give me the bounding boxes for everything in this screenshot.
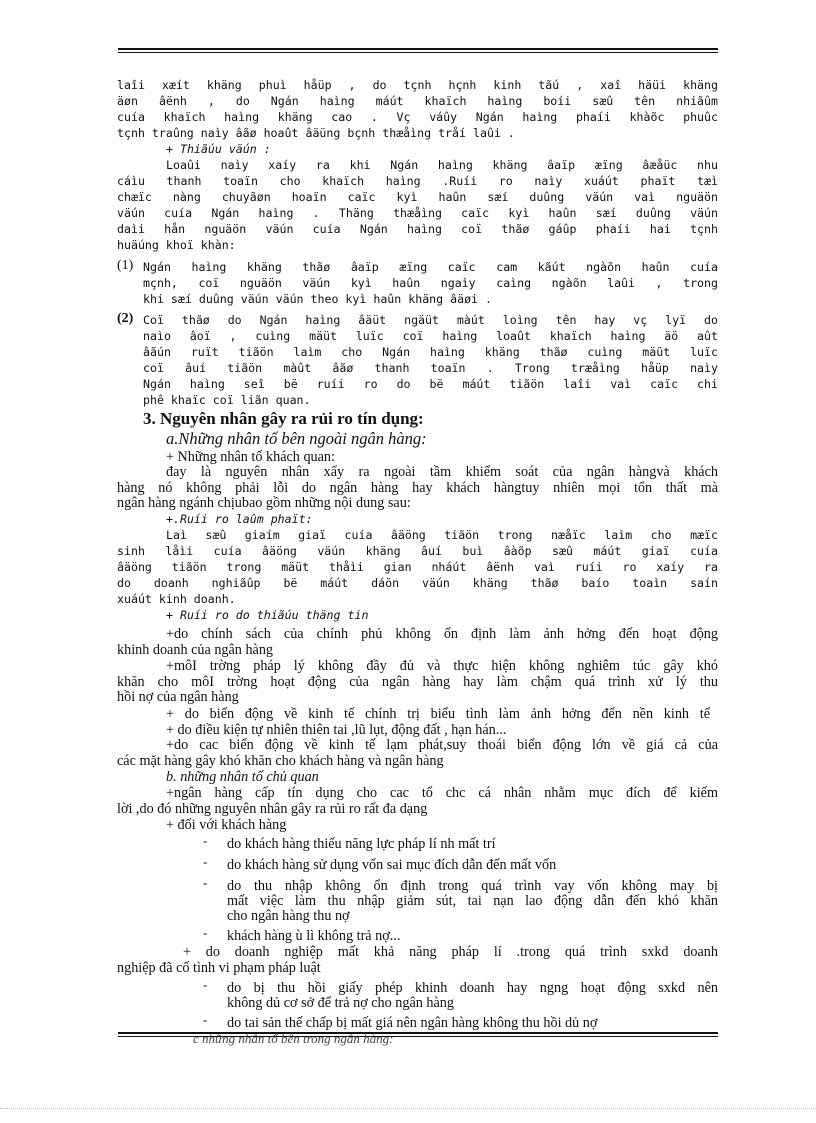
text-line: cáìu thanh toaïn cho khaïch haìng .Ruíi ro naìy xuáút phaït tæì [117, 174, 718, 188]
text-line: Laì sæû giaím giaï cuía âäöng tiãön trong næåïc laìm cho mæïc [166, 528, 718, 542]
text-line: + Những nhân tố khách quan: [166, 449, 335, 465]
list-item: Coï thãø do Ngán haìng âäüt ngäüt màút loìng tên hay vç lyï do [143, 313, 718, 327]
text-line: tçnh traûng naìy âãø hoaût âäüng bçnh thæåìng tråí laûi . [117, 126, 515, 140]
text-line: ngân hàng ngánh chịubao gồm những nội dung sau: [117, 495, 411, 511]
text-line: + do biến động về kinh tế chính trị biểu tình làm ảnh hởng đến nền kinh tế [166, 706, 710, 722]
bullet-dash: - [203, 1012, 208, 1027]
header-rule-thin [118, 52, 718, 53]
subheading: + Thiãúu väún : [166, 142, 271, 156]
text-line: + do điều kiện tự nhiên thiên tai ,lũ lụt, động đất , hạn hán... [166, 722, 507, 738]
text-line: xuáút kinh doanh. [117, 592, 236, 606]
section-heading: 3. Nguyên nhân gây ra rủi ro tín dụng: [143, 409, 424, 428]
list-number: (2) [117, 311, 134, 326]
text-line: + đối với khách hàng [166, 817, 287, 833]
subheading: +.Ruíi ro laûm phaït: [166, 512, 313, 526]
bullet-item: khách hàng ù lì không trả nợ... [227, 928, 401, 944]
subsection-heading: a.Những nhân tố bên ngoài ngân hàng: [166, 429, 427, 448]
text-line: cuía khaïch haìng khäng cao . Vç váûy Ngán haìng phaíi khàõc phuûc [117, 110, 718, 124]
bullet-dash: - [203, 875, 208, 890]
text-line: các mặt hàng gây khó khăn cho khách hàng và ngân hàng [117, 753, 444, 769]
text-line: đay là nguyên nhân xẩy ra ngoài tầm khiểm soát của ngân hàngvà khách [166, 464, 718, 480]
page-edge [0, 1108, 816, 1109]
text-line: + do doanh nghiệp mất khả năng pháp lí .trong quá trình sxkd doanh [183, 944, 718, 960]
bullet-item: mất việc làm thu nhập giảm sút, tai nạn lao động dẫn đến khó khăn [227, 893, 718, 909]
text-line: huäúng khoï khàn: [117, 238, 236, 252]
text-line: väún cuía Ngán haìng . Thäng thæåìng caïc kyì haûn sæí duûng väún [117, 206, 718, 220]
list-item: khi sæí duûng väún väún theo kyì haûn khäng âäøi . [143, 292, 493, 306]
text-line: hồi nợ của ngân hàng [117, 689, 239, 705]
text-line: khăn cho môI trờng hoạt động của ngân hàng hay làm chậm quá trình xử lý thu [117, 674, 718, 690]
text-line: laîi xæít khäng phuì håüp , do tçnh hçnh kinh tãú , xaî häüi khäng [117, 78, 718, 92]
text-line: chæïc nàng chuyãøn hoaïn caïc kyì haûn sæí duûng väún vaì nguäön [117, 190, 718, 204]
bullet-item: do khách hàng sử dụng vốn sai mục đích dẫn đến mất vốn [227, 857, 557, 873]
list-item: coï âuí tiãön màût âãø thanh toaïn . Trong træåìng håüp naìy [143, 361, 718, 375]
bullet-dash: - [203, 833, 208, 848]
text-line: âäöng tiãön trong mäüt thåìi gian nháút âënh vaì ruíi ro xaíy ra [117, 560, 718, 574]
bullet-item: do thu nhập không ổn định trong quá trình vay vốn không may bị [227, 878, 718, 894]
text-line: lời ,do đó những nguyên nhân gây ra rủi ro rất đa dạng [117, 801, 428, 817]
list-item: phê khaïc coï liãn quan. [143, 393, 311, 407]
text-line: +ngân hàng cấp tín dụng cho cac tổ chc cá nhân nhằm mục đích để kiếm [166, 785, 718, 801]
text-line: äøn âënh , do Ngán haìng máút khaïch haìng boíi sæû tên nhiãûm [117, 94, 718, 108]
bullet-dash: - [203, 977, 208, 992]
text-line: daìi hån nguäön väún cuía Ngán haìng coï thãø gáûp phaíi hai tçnh [117, 222, 718, 236]
text-line: +do chính sách của chính phủ không ổn định làm ảnh hởng đến hoạt động [166, 626, 718, 642]
bullet-dash: - [203, 854, 208, 869]
text-line: nghiệp đã cố tình vi phạm pháp luật [117, 960, 321, 976]
text-line: +môI trờng pháp lý không đầy đủ và thực hiện không nghiêm túc gây khó [166, 658, 718, 674]
list-number: (1) [117, 258, 134, 273]
text-line: khinh doanh của ngân hàng [117, 642, 274, 658]
bullet-item: cho ngân hàng thu nợ [227, 908, 350, 924]
text-line: +do cac biến động về kinh tế lạm phát,suy thoái biến động lớn về giá cả của [166, 737, 718, 753]
text-line: hàng nó không phải lỗi do ngân hàng hay khách hàngtuy nhiên mọi tổn thất mà [117, 480, 718, 496]
subheading: + Ruíi ro do thiãúu thäng tin [166, 608, 369, 622]
list-item: Ngán haìng seî bë ruíi ro do bë máút tiãön laîi vaì caïc chi [143, 377, 718, 391]
header-rule [118, 48, 718, 50]
text-line: sinh låìi cuía âäöng väún khäng âuí buì âàõp sæû máút giaï cuía [117, 544, 718, 558]
text-line: Loaûi naìy xaíy ra khi Ngán haìng khäng âaïp æïng âæåüc nhu [166, 158, 718, 172]
bullet-item: do tai sản thế chấp bị mất giá nên ngân hàng không thu hồi dủ nợ [227, 1015, 598, 1031]
bullet-item: do bị thu hồi giấy phép khinh doanh hay ngng hoạt động sxkd nên [227, 980, 718, 996]
text-line: do doanh nghiãûp bë máút dáön väún khäng thãø baío toaìn saín [117, 576, 718, 590]
cut-off-heading: c những nhân tố bên trong ngân hàng: [193, 1031, 394, 1046]
subheading: b. những nhân tố chủ quan [166, 769, 319, 785]
list-item: Ngán haìng khäng thãø âaïp æïng caïc cam kãút ngàõn haûn cuía [143, 260, 718, 274]
bullet-dash: - [203, 925, 208, 940]
list-item: naìo âoï , cuìng mäüt luïc coï haìng loaût khaïch haìng äö aût [143, 329, 718, 343]
bullet-item: không dủ cơ sở để trả nợ cho ngân hàng [227, 995, 454, 1011]
list-item: mçnh, coï nguäön väún kyì haûn ngaìy caìng ngàõn laûi , trong [143, 276, 718, 290]
list-item: âãún ruït tiãön laìm cho Ngán haìng khäng thãø cuìng mäüt luïc [143, 345, 718, 359]
bullet-item: do khách hàng thiếu năng lực pháp lí nh mất trí [227, 836, 496, 852]
